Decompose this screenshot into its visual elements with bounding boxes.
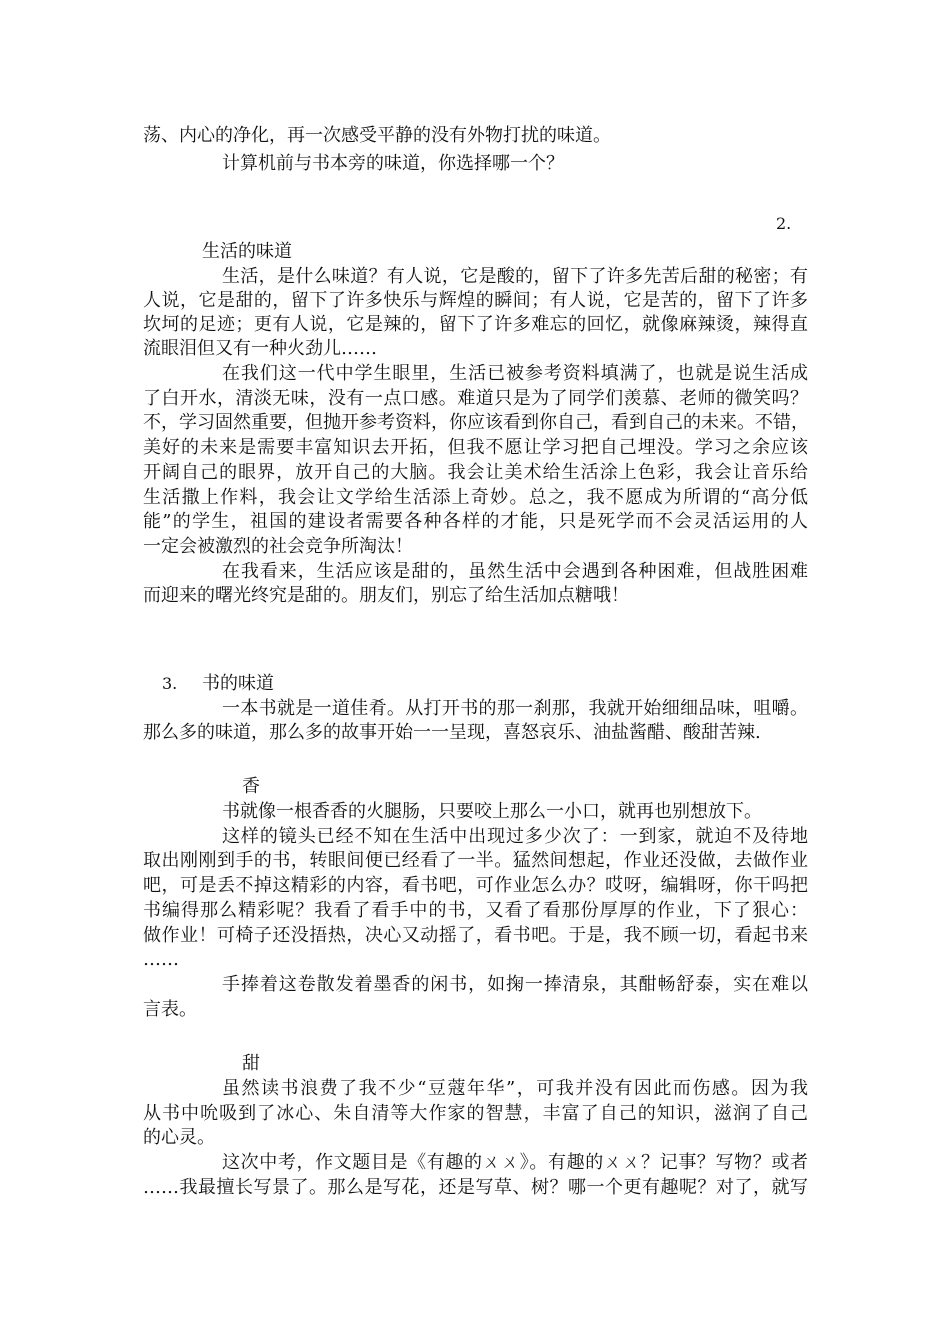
- paragraph-line: 流眼泪但又有一种火劲儿……: [143, 338, 377, 359]
- paragraph-line: 了白开水，清淡无味，没有一点口感。难道只是为了同学们羡慕、老师的微笑吗？: [143, 388, 808, 409]
- paragraph-line: 一定会被激烈的社会竞争所淘汰！: [143, 536, 413, 557]
- paragraph-line: 那么多的味道，那么多的故事开始一一呈现，喜怒哀乐、油盐酱醋、酸甜苦辣.: [143, 722, 761, 743]
- section-number: 2.: [776, 214, 792, 233]
- paragraph-line: 手捧着这卷散发着墨香的闲书，如掬一捧清泉，其酣畅舒泰，实在难以: [222, 974, 808, 995]
- paragraph-line: 吧，可是丢不掉这精彩的内容，看书吧，可作业怎么办？哎呀，编辑呀，你干吗把: [143, 875, 808, 896]
- section-title: 书的味道: [202, 673, 274, 694]
- paragraph-line: 美好的未来是需要丰富知识去开拓，但我不愿让学习把自己埋没。学习之余应该: [143, 437, 808, 458]
- paragraph-line: 在我看来，生活应该是甜的，虽然生活中会遇到各种困难，但战胜困难: [222, 561, 808, 582]
- paragraph-line: 言表。: [143, 999, 197, 1020]
- paragraph-line: 取出刚刚到手的书，转眼间便已经看了一半。猛然间想起，作业还没做，去做作业: [143, 850, 808, 871]
- paragraph-line: 生活撒上作料，我会让文学给生活添上奇妙。总之，我不愿成为所谓的“高分低: [143, 487, 808, 508]
- paragraph-line: 虽然读书浪费了我不少“豆蔻年华”，可我并没有因此而伤感。因为我: [222, 1078, 808, 1099]
- paragraph-line: 这次中考，作文题目是《有趣的ㄨㄨ》。有趣的ㄨㄨ？记事？写物？或者: [222, 1152, 808, 1173]
- paragraph-line: 而迎来的曙光终究是甜的。朋友们，别忘了给生活加点糖哦！: [143, 585, 629, 606]
- paragraph-line: ……: [143, 949, 179, 970]
- paragraph-line: 人说，它是甜的，留下了许多快乐与辉煌的瞬间；有人说，它是苦的，留下了许多: [143, 290, 808, 311]
- section-title: 生活的味道: [202, 241, 292, 262]
- paragraph-line: 书就像一根香香的火腿肠，只要咬上那么一小口，就再也别想放下。: [222, 801, 762, 822]
- paragraph-line: 这样的镜头已经不知在生活中出现过多少次了：一到家，就迫不及待地: [222, 826, 808, 847]
- paragraph-line: 坎坷的足迹；更有人说，它是辣的，留下了许多难忘的回忆，就像麻辣烫，辣得直: [143, 314, 808, 335]
- subsection-heading: 香: [242, 776, 260, 797]
- paragraph-line: 从书中吮吸到了冰心、朱自清等大作家的智慧，丰富了自己的知识，滋润了自己: [143, 1103, 808, 1124]
- section-number: 3.: [162, 674, 178, 693]
- paragraph-line: 书编得那么精彩呢？我看了看手中的书，又看了看那份厚厚的作业，下了狠心：: [143, 900, 808, 921]
- paragraph-line: 生活，是什么味道？有人说，它是酸的，留下了许多先苦后甜的秘密；有: [222, 266, 808, 287]
- paragraph-line: 的心灵。: [143, 1127, 215, 1148]
- paragraph-line: 不，学习固然重要，但抛开参考资料，你应该看到你自己，看到自己的未来。不错，: [143, 412, 809, 433]
- subsection-heading: 甜: [242, 1053, 260, 1074]
- paragraph-line: 做作业！可椅子还没捂热，决心又动摇了，看书吧。于是，我不顾一切，看起书来: [143, 925, 808, 946]
- paragraph-line: 荡、内心的净化，再一次感受平静的没有外物打扰的味道。: [143, 125, 611, 146]
- paragraph-line: ……我最擅长写景了。那么是写花，还是写草、树？哪一个更有趣呢？对了，就写: [143, 1177, 808, 1198]
- paragraph-line: 能”的学生，祖国的建设者需要各种各样的才能，只是死学而不会灵活运用的人: [143, 511, 808, 532]
- paragraph-line: 计算机前与书本旁的味道，你选择哪一个？: [222, 153, 564, 174]
- paragraph-line: 在我们这一代中学生眼里，生活已被参考资料填满了，也就是说生活成: [222, 363, 808, 384]
- paragraph-line: 一本书就是一道佳肴。从打开书的那一刹那，我就开始细细品味，咀嚼。: [222, 698, 808, 719]
- paragraph-line: 开阔自己的眼界，放开自己的大脑。我会让美术给生活涂上色彩，我会让音乐给: [143, 462, 808, 483]
